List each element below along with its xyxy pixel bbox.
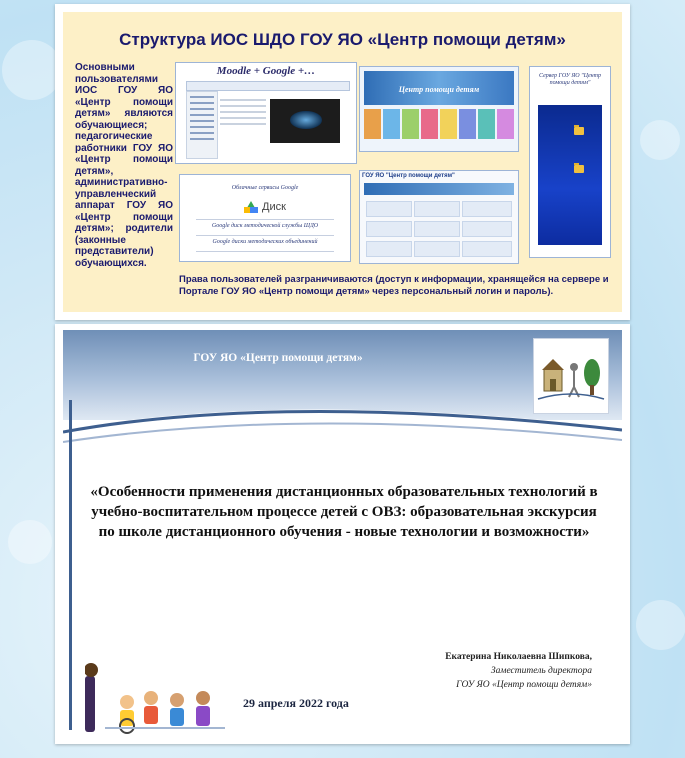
- portal-news-screenshot: [359, 170, 519, 264]
- organization-logo: [533, 338, 609, 414]
- portal-banner-text: Центр помощи детям: [398, 85, 480, 94]
- children-illustration: [85, 658, 235, 734]
- portal-tiles: [364, 109, 514, 139]
- slide-title: [55, 324, 630, 744]
- portal-news-block: [366, 201, 412, 217]
- access-rights-note: Права пользователей разграничиваются (доступ к информации, хранящейся на сервере и Портале ГОУ ЯО «Центр помощи детям» через персональный логин и пароль).: [179, 274, 609, 297]
- divider: [196, 251, 334, 252]
- author-block: [445, 650, 592, 692]
- portal-screenshot: [359, 66, 519, 152]
- portal-news-block: [414, 201, 460, 217]
- google-disk-method-associations: Google диски методических объединений: [212, 239, 318, 245]
- divider: [196, 235, 334, 236]
- portal-news-block: [462, 221, 512, 237]
- slide-structure-body: [63, 12, 622, 312]
- portal-news-block: [366, 221, 412, 237]
- server-panel-title: Сервер ГОУ ЯО "Центр помощи детям": [539, 73, 601, 86]
- folder-icon: [574, 165, 584, 173]
- moodle-panel-title: Moodle + Google +…: [216, 65, 316, 77]
- slide-title-body: [63, 330, 622, 736]
- presentation-title: «Особенности применения дистанционных образовательных технологий в учебно-воспитательном процессе детей с ОВЗ: образовательная экскурсия по школе дистанционного обучения - новые технологии и возможности»: [90, 484, 598, 540]
- divider: [196, 219, 334, 220]
- author-organization: ГОУ ЯО «Центр помощи детям»: [456, 680, 592, 690]
- moodle-header-bar: [186, 81, 350, 91]
- slide-structure-title: Структура ИОС ШДО ГОУ ЯО «Центр помощи детям»: [119, 30, 566, 49]
- server-desktop-screenshot: [538, 105, 602, 245]
- background-bokeh: [8, 520, 52, 564]
- moodle-text-lines: [220, 95, 266, 129]
- portal-news-block: [414, 221, 460, 237]
- google-drive-icon: [244, 201, 258, 213]
- vertical-accent-line: [69, 400, 72, 730]
- background-bokeh: [2, 40, 62, 100]
- moodle-video-thumbnail: [270, 99, 340, 143]
- google-cloud-caption: Облачные сервисы Google: [231, 185, 299, 191]
- moodle-sidebar: [186, 91, 218, 159]
- portal-news-banner: [364, 183, 514, 195]
- author-position: Заместитель директора: [490, 666, 592, 676]
- server-panel: [529, 66, 611, 258]
- portal-banner: [364, 71, 514, 105]
- google-disk-label: Диск: [262, 201, 286, 213]
- google-disk-method-service: Google диск методической службы ШДО: [211, 223, 319, 229]
- google-disk-logo: [180, 201, 350, 213]
- google-cloud-panel: [179, 174, 351, 262]
- portal-news-block: [366, 241, 412, 257]
- slide-structure: [55, 4, 630, 320]
- author-name: Екатерина Николаевна Шипкова,: [445, 652, 592, 662]
- portal-news-block: [414, 241, 460, 257]
- presentation-date: 29 апреля 2022 года: [243, 696, 349, 710]
- moodle-panel: [175, 62, 357, 164]
- portal-news-block: [462, 201, 512, 217]
- background-bokeh: [640, 120, 680, 160]
- folder-icon: [574, 127, 584, 135]
- users-description: Основными пользователями ИОС ГОУ ЯО «Центр помощи детям» являются обучающиеся; педагогические работники ГОУ ЯО «Центр помощи детям», административно-управленческий аппарат ГОУ ЯО «Центр помощи детям»; родители (законные представители) обучающихся.: [75, 62, 173, 269]
- portal-news-block: [462, 241, 512, 257]
- portal-news-header: ГОУ ЯО "Центр помощи детям": [362, 173, 455, 179]
- background-bokeh: [636, 600, 685, 650]
- organization-name: ГОУ ЯО «Центр помощи детям»: [193, 352, 363, 364]
